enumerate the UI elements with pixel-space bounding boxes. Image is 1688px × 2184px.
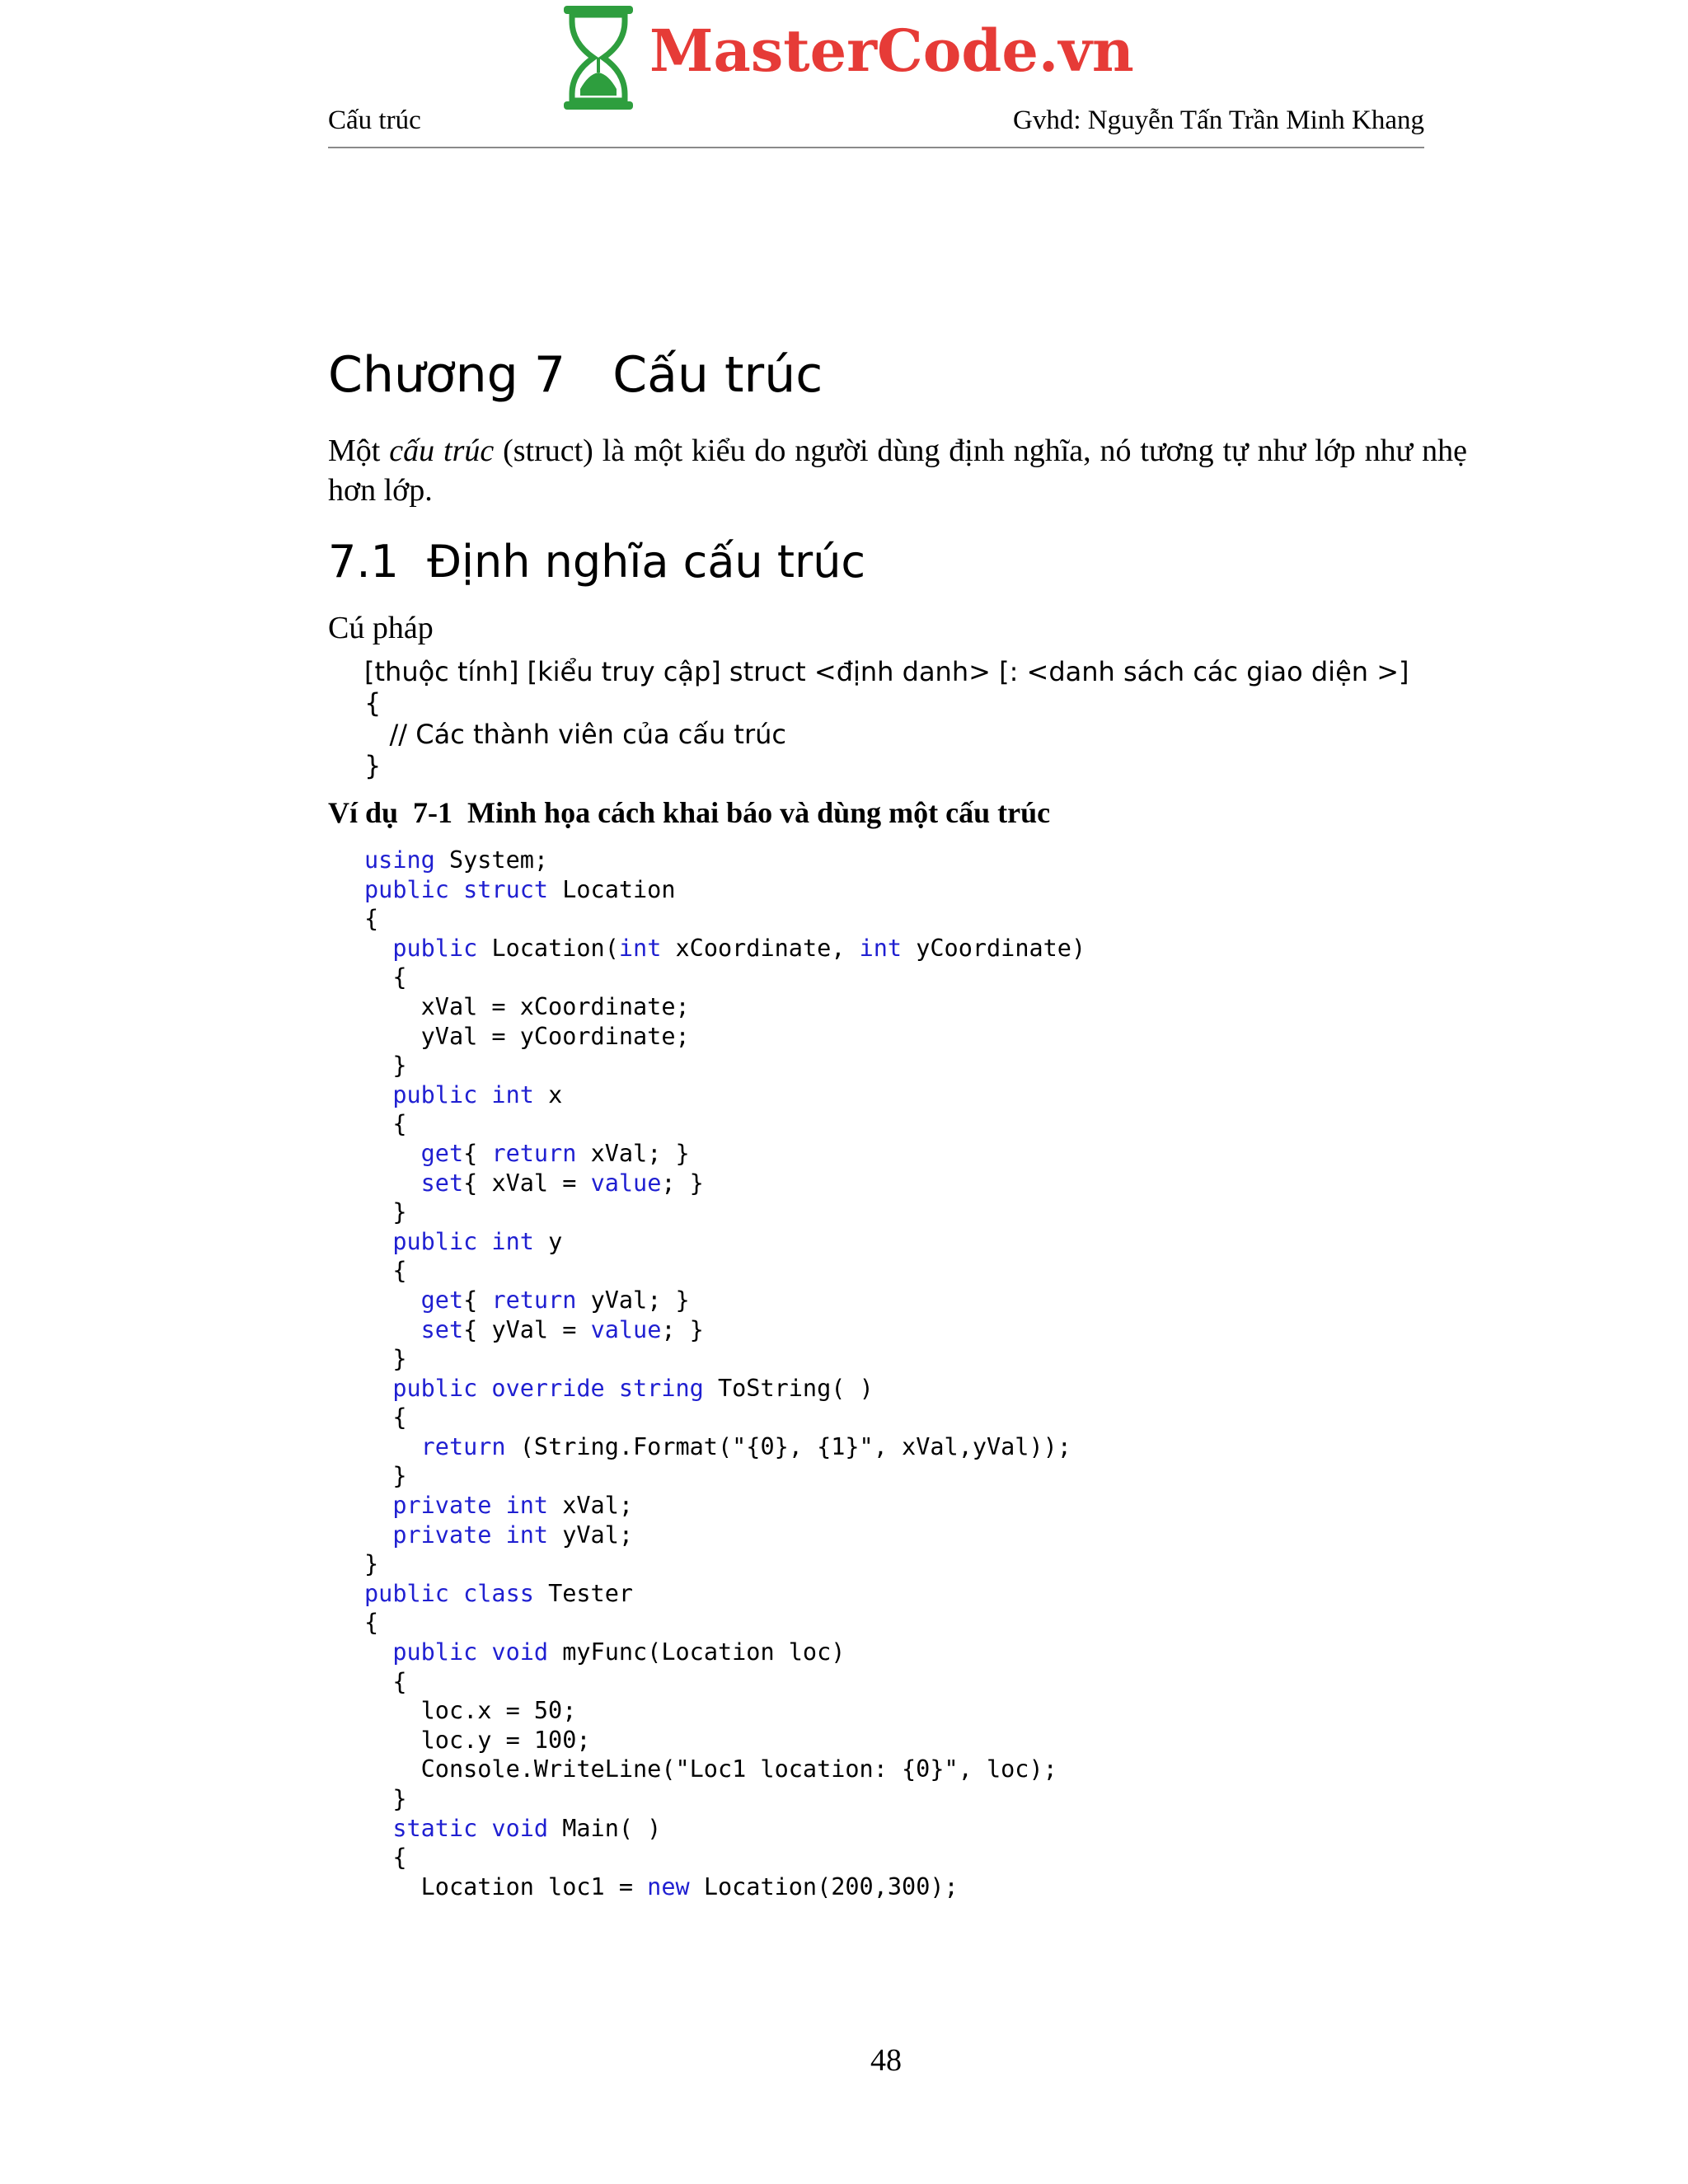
syntax-line: [thuộc tính] [kiểu truy cập] struct <định danh> [: <danh sách các giao diện >] bbox=[364, 656, 1409, 687]
code-text: { bbox=[364, 963, 407, 991]
code-text bbox=[364, 1081, 392, 1108]
code-line bbox=[364, 875, 1085, 905]
code-text: { bbox=[364, 1404, 407, 1432]
code-text: { yVal = bbox=[463, 1315, 591, 1343]
code-listing bbox=[364, 846, 1085, 1901]
code-text: ToString( ) bbox=[703, 1374, 874, 1402]
code-text: { bbox=[463, 1286, 492, 1314]
code-text bbox=[364, 1433, 421, 1460]
code-keyword: public struct bbox=[364, 875, 549, 903]
code-text: ; } bbox=[661, 1169, 704, 1197]
logo-text: MasterCode.vn bbox=[649, 16, 1134, 85]
code-text: yVal; } bbox=[576, 1286, 690, 1314]
code-line bbox=[364, 1432, 1085, 1462]
code-line bbox=[364, 1022, 1085, 1052]
code-text: loc.y = 100; bbox=[364, 1726, 591, 1754]
code-line bbox=[364, 963, 1085, 992]
code-line bbox=[364, 1139, 1085, 1169]
code-keyword: get bbox=[420, 1139, 464, 1167]
code-line bbox=[364, 1080, 1085, 1110]
code-text: myFunc(Location loc) bbox=[548, 1638, 846, 1666]
code-line bbox=[364, 934, 1085, 963]
code-text: } bbox=[364, 1550, 379, 1578]
code-line bbox=[364, 1109, 1085, 1139]
code-text: Tester bbox=[533, 1579, 634, 1607]
chapter-title: Chương 7 Cấu trúc bbox=[328, 346, 823, 404]
code-keyword: public int bbox=[392, 1227, 534, 1255]
syntax-line: { bbox=[364, 687, 382, 719]
hourglass-icon bbox=[560, 3, 636, 112]
running-header-right: Gvhd: Nguyễn Tấn Trần Minh Khang bbox=[1013, 105, 1424, 135]
code-text: ; } bbox=[661, 1315, 704, 1343]
code-keyword: static void bbox=[392, 1814, 549, 1842]
code-keyword: return bbox=[420, 1432, 506, 1460]
code-line bbox=[364, 1051, 1085, 1080]
code-text: yVal = yCoordinate; bbox=[364, 1022, 690, 1050]
code-text: Location loc1 = bbox=[364, 1872, 648, 1900]
section-title: 7.1 Định nghĩa cấu trúc bbox=[328, 536, 866, 588]
code-keyword: return bbox=[491, 1139, 577, 1167]
code-line bbox=[364, 992, 1085, 1022]
code-keyword: get bbox=[420, 1286, 464, 1314]
code-text: xVal; } bbox=[576, 1139, 690, 1167]
code-text bbox=[364, 1375, 392, 1402]
code-text: } bbox=[364, 1345, 407, 1373]
code-text: } bbox=[364, 1198, 407, 1226]
code-keyword: value bbox=[590, 1169, 662, 1197]
code-line bbox=[364, 1872, 1085, 1902]
code-line bbox=[364, 1843, 1085, 1872]
code-line bbox=[364, 1315, 1085, 1345]
header-divider bbox=[328, 147, 1424, 148]
code-text bbox=[364, 1228, 392, 1255]
code-text: { bbox=[364, 1609, 379, 1637]
code-text bbox=[364, 1169, 421, 1197]
code-text: y bbox=[533, 1227, 563, 1255]
code-keyword: int bbox=[859, 934, 903, 962]
code-keyword: private int bbox=[392, 1521, 549, 1549]
code-text: Console.WriteLine("Loc1 location: {0}", loc); bbox=[364, 1755, 1057, 1783]
code-text: } bbox=[364, 1052, 407, 1080]
code-line bbox=[364, 1461, 1085, 1491]
code-line bbox=[364, 1374, 1085, 1404]
code-keyword: public override string bbox=[392, 1374, 704, 1402]
code-text: yCoordinate) bbox=[902, 934, 1086, 962]
code-text: System; bbox=[434, 846, 549, 874]
code-line bbox=[364, 1256, 1085, 1286]
code-line bbox=[364, 1814, 1085, 1844]
code-keyword: private int bbox=[392, 1492, 549, 1520]
code-keyword: set bbox=[420, 1315, 464, 1343]
code-text: xVal = xCoordinate; bbox=[364, 992, 690, 1020]
code-line bbox=[364, 1784, 1085, 1814]
code-keyword: int bbox=[618, 934, 662, 962]
code-text: Location(200,300); bbox=[689, 1872, 959, 1900]
code-keyword: using bbox=[364, 846, 435, 874]
code-line bbox=[364, 846, 1085, 875]
code-line bbox=[364, 1755, 1085, 1784]
code-keyword: value bbox=[590, 1315, 662, 1343]
code-text: (String.Format("{0}, {1}", xVal,yVal)); bbox=[505, 1432, 1071, 1460]
code-text: } bbox=[364, 1785, 407, 1812]
running-header-left: Cấu trúc bbox=[328, 105, 421, 135]
code-text: x bbox=[533, 1080, 563, 1108]
example-caption: Ví dụ 7-1 Minh họa cách khai báo và dùng một cấu trúc bbox=[328, 796, 1051, 829]
code-text: { bbox=[364, 905, 379, 933]
code-line bbox=[364, 1549, 1085, 1579]
code-line bbox=[364, 1286, 1085, 1315]
code-text: { bbox=[364, 1844, 407, 1872]
code-line bbox=[364, 1169, 1085, 1198]
code-line bbox=[364, 1344, 1085, 1374]
intro-text-1: Một bbox=[328, 434, 390, 468]
intro-text-2: (struct) là một kiểu do người dùng định nghĩa, nó tương tự như lớp như nhẹ hơn lớp. bbox=[328, 434, 1467, 508]
code-line bbox=[364, 1521, 1085, 1550]
code-text: { bbox=[364, 1110, 407, 1138]
code-text: { xVal = bbox=[463, 1169, 591, 1197]
intro-paragraph bbox=[328, 431, 1467, 510]
code-line bbox=[364, 1491, 1085, 1521]
code-line bbox=[364, 1403, 1085, 1432]
code-text: } bbox=[364, 1462, 407, 1490]
site-logo bbox=[560, 0, 1134, 115]
code-line bbox=[364, 1227, 1085, 1257]
code-keyword: public bbox=[392, 934, 478, 962]
code-text: { bbox=[364, 1667, 407, 1695]
code-keyword: return bbox=[491, 1286, 577, 1314]
code-text: Location( bbox=[477, 934, 619, 962]
code-text: xVal; bbox=[548, 1492, 634, 1520]
page-number: 48 bbox=[870, 2043, 902, 2078]
code-text: { bbox=[463, 1139, 492, 1167]
code-text bbox=[364, 1316, 421, 1343]
code-text: yVal; bbox=[548, 1521, 634, 1549]
code-keyword: set bbox=[420, 1169, 464, 1197]
code-line bbox=[364, 904, 1085, 934]
code-keyword: public int bbox=[392, 1080, 534, 1108]
code-text: Main( ) bbox=[548, 1814, 662, 1842]
code-line bbox=[364, 1696, 1085, 1726]
code-line bbox=[364, 1608, 1085, 1638]
code-text bbox=[364, 1140, 421, 1167]
syntax-line: // Các thành viên của cấu trúc bbox=[364, 719, 786, 750]
code-keyword: new bbox=[647, 1872, 690, 1900]
syntax-block bbox=[364, 656, 1409, 781]
code-text bbox=[364, 935, 392, 962]
code-line bbox=[364, 1726, 1085, 1755]
code-keyword: public class bbox=[364, 1579, 534, 1607]
code-line bbox=[364, 1579, 1085, 1609]
code-line bbox=[364, 1667, 1085, 1697]
intro-emphasis: cấu trúc bbox=[389, 434, 495, 468]
code-keyword: public void bbox=[392, 1638, 549, 1666]
code-text bbox=[364, 1492, 392, 1519]
code-text: Location bbox=[548, 875, 676, 903]
code-line bbox=[364, 1197, 1085, 1227]
syntax-label: Cú pháp bbox=[328, 611, 434, 645]
code-line bbox=[364, 1638, 1085, 1667]
syntax-line: } bbox=[364, 750, 382, 781]
code-text bbox=[364, 1521, 392, 1549]
code-text: loc.x = 50; bbox=[364, 1697, 577, 1725]
code-text: { bbox=[364, 1257, 407, 1285]
code-text: xCoordinate, bbox=[661, 934, 860, 962]
code-text bbox=[364, 1638, 392, 1666]
code-text bbox=[364, 1815, 392, 1842]
code-text bbox=[364, 1286, 421, 1314]
